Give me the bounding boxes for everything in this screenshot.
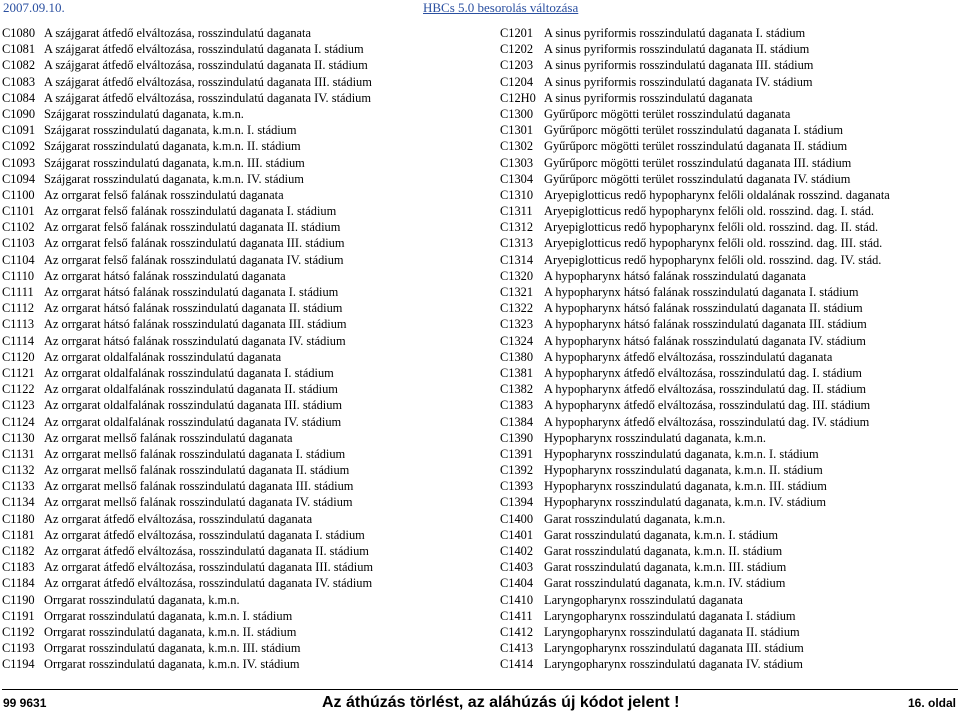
code-value: C1321 (500, 285, 534, 299)
code-description: A szájgarat átfedő elváltozása, rosszindulatú daganata I. stádium (44, 42, 364, 57)
code-value: C1113 (2, 317, 35, 332)
code-row (2, 252, 472, 268)
code-description: Orrgarat rosszindulatú daganata, k.m.n. I. stádium (44, 608, 293, 623)
code-value: C1390 (500, 430, 534, 445)
code-value: C1103 (2, 236, 35, 251)
code-row (2, 365, 472, 381)
code-description: Az orrgarat hátsó falának rosszindulatú daganata I. stádium (44, 285, 339, 299)
code-description: Az orrgarat átfedő elváltozása, rosszindulatú daganata I. stádium (44, 527, 365, 542)
code-value: C1110 (2, 268, 35, 283)
code-description: A sinus pyriformis rosszindulatú daganata II. stádium (544, 42, 810, 57)
code-row (500, 90, 958, 106)
code-description: Az orrgarat mellső falának rosszindulatú daganata II. stádium (44, 463, 350, 478)
code-value: C1120 (2, 349, 35, 364)
code-value: C1402 (500, 544, 534, 558)
code-description: A hypopharynx hátsó falának rosszindulatú daganata III. stádium (544, 317, 867, 332)
code-row (2, 235, 472, 251)
code-row (2, 300, 472, 316)
code-value: C1100 (2, 187, 35, 202)
page-footer (0, 692, 960, 714)
code-value: C1114 (2, 333, 35, 348)
code-description: Az orrgarat felső falának rosszindulatú daganata II. stádium (44, 220, 341, 235)
code-value: C1393 (500, 479, 534, 494)
code-value: C1400 (500, 511, 534, 526)
code-row (500, 57, 958, 73)
code-description: Gyűrűporc mögötti terület rosszindulatú daganata IV. stádium (544, 171, 851, 186)
code-value: C1182 (2, 544, 35, 558)
code-row (2, 494, 472, 510)
code-value: C1202 (500, 42, 534, 57)
code-description: Aryepiglotticus redő hypopharynx felőli old. rosszind. dag. III. stád. (544, 236, 883, 251)
code-row (2, 90, 472, 106)
code-value: C1401 (500, 527, 534, 542)
code-description: A hypopharynx átfedő elváltozása, rosszindulatú dag. I. stádium (544, 365, 862, 380)
code-description: A hypopharynx átfedő elváltozása, rosszindulatú dag. IV. stádium (544, 414, 870, 429)
code-value: C1391 (500, 446, 534, 461)
code-row (2, 57, 472, 73)
code-value: C1411 (500, 608, 533, 623)
code-value: C1124 (2, 414, 35, 429)
code-value: C1111 (2, 285, 34, 299)
code-value: C1130 (2, 430, 35, 445)
right-code-column (500, 25, 958, 673)
code-description: Az orrgarat átfedő elváltozása, rosszindulatú daganata (44, 511, 313, 526)
code-description: Garat rosszindulatú daganata, k.m.n. IV. stádium (544, 576, 786, 591)
code-description: Szájgarat rosszindulatú daganata, k.m.n. II. stádium (44, 139, 301, 154)
code-row (2, 640, 472, 656)
code-row (500, 656, 958, 672)
code-row (2, 187, 472, 203)
code-value: C1201 (500, 26, 534, 40)
code-row (500, 74, 958, 90)
code-description: Laryngopharynx rosszindulatú daganata II. stádium (544, 624, 800, 639)
code-row (500, 608, 958, 624)
code-value: C1181 (2, 527, 35, 542)
code-row (500, 41, 958, 57)
footer-page-number: 16. oldal (907, 696, 956, 710)
code-description: A hypopharynx átfedő elváltozása, rosszindulatú dag. II. stádium (544, 382, 867, 397)
code-description: Az orrgarat felső falának rosszindulatú daganata (44, 187, 284, 202)
code-value: C1191 (2, 608, 35, 623)
code-description: A sinus pyriformis rosszindulatú daganata III. stádium (544, 58, 814, 73)
code-description: Garat rosszindulatú daganata, k.m.n. (544, 511, 726, 526)
code-description: A hypopharynx hátsó falának rosszindulatú daganata I. stádium (544, 285, 859, 299)
code-row (500, 381, 958, 397)
code-description: A szájgarat átfedő elváltozása, rosszindulatú daganata II. stádium (44, 58, 368, 73)
code-value: C1203 (500, 58, 534, 73)
code-value: C1134 (2, 495, 35, 510)
code-row (500, 527, 958, 543)
code-row (2, 527, 472, 543)
code-value: C1083 (2, 74, 36, 89)
code-description: Aryepiglotticus redő hypopharynx felőli oldalának rosszind. daganata (544, 187, 890, 202)
page-header (0, 0, 960, 16)
code-row (500, 252, 958, 268)
code-value: C1082 (2, 58, 36, 73)
code-value: C12H0 (500, 90, 536, 105)
code-description: Orrgarat rosszindulatú daganata, k.m.n. II. stádium (44, 624, 297, 639)
code-description: Az orrgarat oldalfalának rosszindulatú daganata I. stádium (44, 365, 334, 380)
code-row (2, 446, 472, 462)
code-value: C1323 (500, 317, 534, 332)
code-value: C1380 (500, 349, 534, 364)
code-description: Hypopharynx rosszindulatú daganata, k.m.n. I. stádium (544, 446, 819, 461)
code-description: Az orrgarat hátsó falának rosszindulatú daganata IV. stádium (44, 333, 346, 348)
code-row (2, 138, 472, 154)
code-value: C1133 (2, 479, 35, 494)
code-value: C1302 (500, 139, 534, 154)
code-description: A hypopharynx átfedő elváltozása, rosszindulatú daganata (544, 349, 833, 364)
code-row (500, 414, 958, 430)
code-value: C1392 (500, 463, 534, 478)
code-description: Aryepiglotticus redő hypopharynx felőli old. rosszind. dag. I. stád. (544, 204, 875, 219)
code-description: Hypopharynx rosszindulatú daganata, k.m.n. IV. stádium (544, 495, 826, 510)
code-value: C1310 (500, 187, 534, 202)
code-value: C1311 (500, 204, 533, 219)
code-value: C1090 (2, 106, 36, 121)
code-value: C1102 (2, 220, 35, 235)
header-title-link[interactable]: HBCs 5.0 besorolás változása (423, 0, 579, 15)
code-row (500, 155, 958, 171)
code-value: C1204 (500, 74, 534, 89)
code-value: C1091 (2, 123, 36, 138)
code-description: A szájgarat átfedő elváltozása, rosszindulatú daganata III. stádium (44, 74, 372, 89)
code-row (2, 656, 472, 672)
code-row (500, 478, 958, 494)
code-row (2, 155, 472, 171)
code-row (500, 462, 958, 478)
code-description: Az orrgarat mellső falának rosszindulatú daganata IV. stádium (44, 495, 353, 510)
code-description: Garat rosszindulatú daganata, k.m.n. I. stádium (544, 527, 778, 542)
code-row (2, 349, 472, 365)
code-description: A hypopharynx hátsó falának rosszindulatú daganata II. stádium (544, 301, 863, 316)
code-row (2, 74, 472, 90)
code-row (2, 478, 472, 494)
code-row (500, 106, 958, 122)
code-value: C1190 (2, 592, 35, 607)
code-description: A hypopharynx hátsó falának rosszindulatú daganata (544, 268, 806, 283)
code-value: C1301 (500, 123, 534, 138)
code-description: Az orrgarat mellső falának rosszindulatú daganata (44, 430, 293, 445)
code-row (500, 171, 958, 187)
code-value: C1403 (500, 560, 534, 575)
code-value: C1104 (2, 252, 35, 267)
code-value: C1084 (2, 90, 36, 105)
code-description: Az orrgarat átfedő elváltozása, rosszindulatú daganata II. stádium (44, 544, 369, 558)
code-value: C1123 (2, 398, 35, 413)
code-row (2, 333, 472, 349)
code-row (500, 543, 958, 559)
code-row (2, 397, 472, 413)
code-value: C1324 (500, 333, 534, 348)
code-description: Az orrgarat hátsó falának rosszindulatú daganata II. stádium (44, 301, 343, 316)
code-row (500, 187, 958, 203)
code-row (2, 41, 472, 57)
code-description: A sinus pyriformis rosszindulatú daganata (544, 90, 753, 105)
code-description: Laryngopharynx rosszindulatú daganata IV. stádium (544, 657, 803, 672)
code-value: C1394 (500, 495, 534, 510)
code-row (500, 219, 958, 235)
code-row (2, 575, 472, 591)
code-description: Aryepiglotticus redő hypopharynx felőli old. rosszind. dag. IV. stád. (544, 252, 882, 267)
code-row (500, 268, 958, 284)
code-value: C1303 (500, 155, 534, 170)
code-value: C1094 (2, 171, 36, 186)
code-row (2, 559, 472, 575)
code-description: A hypopharynx hátsó falának rosszindulatú daganata IV. stádium (544, 333, 866, 348)
code-value: C1180 (2, 511, 35, 526)
code-description: Az orrgarat mellső falának rosszindulatú daganata I. stádium (44, 446, 346, 461)
code-row (2, 592, 472, 608)
code-row (500, 365, 958, 381)
code-value: C1194 (2, 657, 35, 672)
code-description: Gyűrűporc mögötti terület rosszindulatú daganata II. stádium (544, 139, 848, 154)
code-description: Szájgarat rosszindulatú daganata, k.m.n. (44, 106, 244, 121)
code-value: C1384 (500, 414, 534, 429)
code-row (500, 511, 958, 527)
code-row (500, 592, 958, 608)
code-row (500, 640, 958, 656)
code-row (2, 430, 472, 446)
code-description: Az orrgarat oldalfalának rosszindulatú daganata II. stádium (44, 382, 338, 397)
code-value: C1412 (500, 624, 534, 639)
footer-legend: Az áthúzás törlést, az aláhúzás új kódot jelent ! (322, 694, 680, 711)
code-description: Az orrgarat átfedő elváltozása, rosszindulatú daganata IV. stádium (44, 576, 373, 591)
code-value: C1381 (500, 365, 534, 380)
code-row (2, 608, 472, 624)
code-row (2, 511, 472, 527)
left-code-column (2, 25, 472, 673)
code-row (2, 543, 472, 559)
code-row (2, 219, 472, 235)
code-value: C1092 (2, 139, 36, 154)
code-value: C1304 (500, 171, 534, 186)
code-value: C1383 (500, 398, 534, 413)
code-row (500, 494, 958, 510)
code-description: Aryepiglotticus redő hypopharynx felőli old. rosszind. dag. II. stád. (544, 220, 879, 235)
code-row (500, 25, 958, 41)
code-description: A sinus pyriformis rosszindulatú daganata IV. stádium (544, 74, 813, 89)
footer-divider (2, 689, 958, 690)
code-description: Az orrgarat mellső falának rosszindulatú daganata III. stádium (44, 479, 354, 494)
code-row (500, 203, 958, 219)
code-row (500, 397, 958, 413)
code-description: Hypopharynx rosszindulatú daganata, k.m.n. (544, 430, 766, 445)
code-value: C1312 (500, 220, 534, 235)
code-value: C1112 (2, 301, 35, 316)
code-description: Az orrgarat felső falának rosszindulatú daganata IV. stádium (44, 252, 344, 267)
code-description: Orrgarat rosszindulatú daganata, k.m.n. (44, 592, 240, 607)
code-description: Az orrgarat oldalfalának rosszindulatú daganata III. stádium (44, 398, 343, 413)
code-value: C1192 (2, 624, 35, 639)
code-row (2, 122, 472, 138)
code-row (2, 316, 472, 332)
code-description: Gyűrűporc mögötti terület rosszindulatú daganata I. stádium (544, 123, 844, 138)
code-description: Garat rosszindulatú daganata, k.m.n. II. stádium (544, 544, 783, 558)
code-row (2, 381, 472, 397)
code-value: C1313 (500, 236, 534, 251)
code-description: Szájgarat rosszindulatú daganata, k.m.n. III. stádium (44, 155, 305, 170)
code-row (500, 333, 958, 349)
code-row (2, 25, 472, 41)
code-row (500, 284, 958, 300)
code-description: Orrgarat rosszindulatú daganata, k.m.n. IV. stádium (44, 657, 300, 672)
code-description: Az orrgarat hátsó falának rosszindulatú daganata (44, 268, 286, 283)
code-value: C1122 (2, 382, 35, 397)
code-row (500, 235, 958, 251)
code-value: C1320 (500, 268, 534, 283)
code-value: C1183 (2, 560, 35, 575)
code-value: C1382 (500, 382, 534, 397)
code-description: A szájgarat átfedő elváltozása, rosszindulatú daganata IV. stádium (44, 90, 371, 105)
code-value: C1404 (500, 576, 534, 591)
code-description: Laryngopharynx rosszindulatú daganata I. stádium (544, 608, 796, 623)
code-description: Az orrgarat oldalfalának rosszindulatú daganata IV. stádium (44, 414, 342, 429)
code-description: Szájgarat rosszindulatú daganata, k.m.n. IV. stádium (44, 171, 304, 186)
code-value: C1081 (2, 42, 36, 57)
header-date: 2007.09.10. (3, 0, 65, 15)
code-value: C1322 (500, 301, 534, 316)
code-row (500, 349, 958, 365)
code-description: A sinus pyriformis rosszindulatú daganata I. stádium (544, 26, 806, 40)
code-value: C1121 (2, 365, 35, 380)
code-row (2, 284, 472, 300)
code-value: C1080 (2, 26, 36, 40)
code-description: Garat rosszindulatú daganata, k.m.n. III. stádium (544, 560, 787, 575)
code-description: Az orrgarat átfedő elváltozása, rosszindulatú daganata III. stádium (44, 560, 374, 575)
code-row (2, 171, 472, 187)
code-value: C1300 (500, 106, 534, 121)
code-row (2, 203, 472, 219)
code-description: Gyűrűporc mögötti terület rosszindulatú daganata (544, 106, 791, 121)
code-row (500, 138, 958, 154)
code-row (500, 559, 958, 575)
code-row (2, 268, 472, 284)
code-value: C1314 (500, 252, 534, 267)
code-description: Laryngopharynx rosszindulatú daganata (544, 592, 743, 607)
code-description: Az orrgarat hátsó falának rosszindulatú daganata III. stádium (44, 317, 347, 332)
code-row (500, 430, 958, 446)
code-value: C1101 (2, 204, 35, 219)
code-description: A szájgarat átfedő elváltozása, rosszindulatú daganata (44, 26, 311, 40)
code-row (500, 446, 958, 462)
code-row (500, 122, 958, 138)
code-description: Laryngopharynx rosszindulatú daganata III. stádium (544, 641, 804, 656)
code-value: C1131 (2, 446, 35, 461)
code-description: A hypopharynx átfedő elváltozása, rosszindulatú dag. III. stádium (544, 398, 871, 413)
code-row (500, 575, 958, 591)
code-description: Az orrgarat oldalfalának rosszindulatú daganata (44, 349, 282, 364)
code-value: C1414 (500, 657, 534, 672)
code-description: Az orrgarat felső falának rosszindulatú daganata III. stádium (44, 236, 345, 251)
code-value: C1410 (500, 592, 534, 607)
code-row (2, 106, 472, 122)
code-row (500, 300, 958, 316)
code-row (2, 462, 472, 478)
code-row (500, 316, 958, 332)
code-row (2, 624, 472, 640)
code-description: Az orrgarat felső falának rosszindulatú daganata I. stádium (44, 204, 337, 219)
code-description: Orrgarat rosszindulatú daganata, k.m.n. III. stádium (44, 641, 301, 656)
code-description: Szájgarat rosszindulatú daganata, k.m.n. I. stádium (44, 123, 297, 138)
code-row (2, 414, 472, 430)
code-value: C1132 (2, 463, 35, 478)
footer-doc-number: 99 9631 (3, 696, 47, 710)
code-description: Gyűrűporc mögötti terület rosszindulatú daganata III. stádium (544, 155, 852, 170)
code-value: C1093 (2, 155, 36, 170)
code-description: Hypopharynx rosszindulatú daganata, k.m.n. III. stádium (544, 479, 827, 494)
code-row (500, 624, 958, 640)
code-description: Hypopharynx rosszindulatú daganata, k.m.n. II. stádium (544, 463, 823, 478)
code-value: C1193 (2, 641, 35, 656)
code-value: C1184 (2, 576, 35, 591)
code-value: C1413 (500, 641, 534, 656)
